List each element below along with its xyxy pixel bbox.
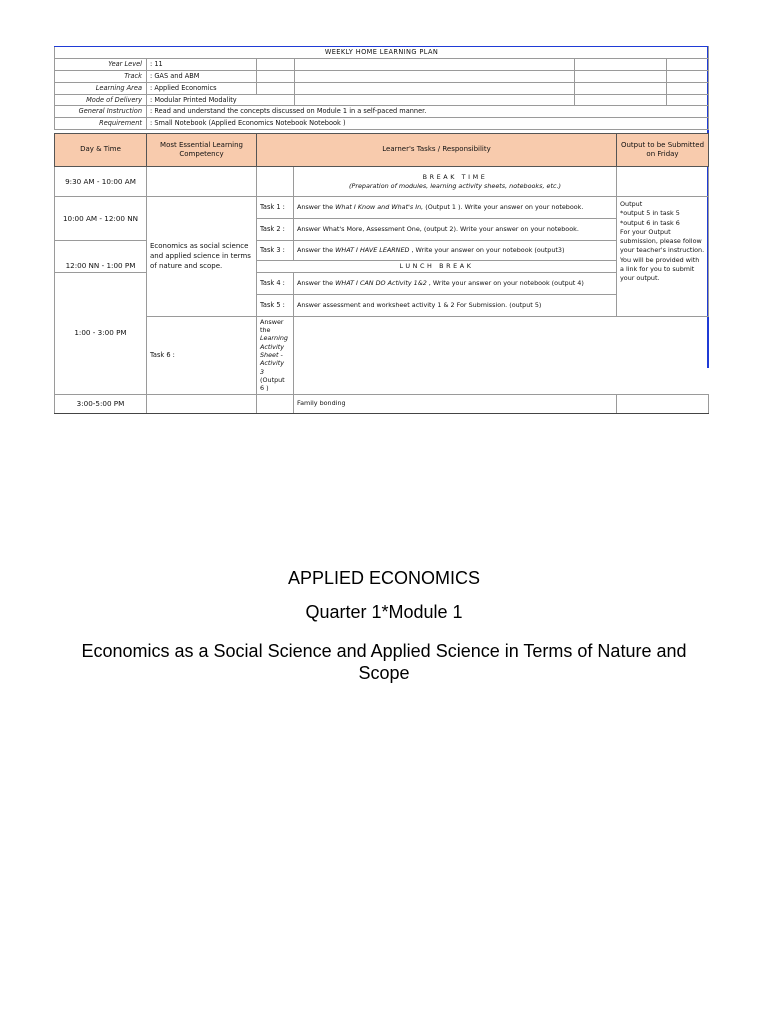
task-label: Task 5 : [257,294,294,316]
info-row [55,118,709,130]
lunch-break-label: LUNCH BREAK [257,261,617,273]
info-value: : Modular Printed Modality [147,94,295,106]
weekly-home-learning-plan-table [54,46,709,143]
task-row [55,316,709,394]
output-instructions: Output *output 5 in task 5 *output 6 in task 6 For your Output submission, please follow your teacher's instruction. You will be provided with a link for you to submit your output. [617,197,709,317]
info-label: Mode of Delivery [55,94,147,106]
task-text: Answer What's More, Assessment One, (output 2). Write your answer on your notebook. [294,219,617,241]
column-header-tasks: Learner's Tasks / Responsibility [257,134,617,167]
morning-time-slot: 10:00 AM - 12:00 NN [55,197,147,241]
info-row [55,94,709,106]
competency-text: Economics as social science and applied science in terms of nature and scope. [147,197,257,317]
afternoon-time-slot: 1:00 - 3:00 PM [55,272,147,394]
info-label: Requirement [55,118,147,130]
evening-activity: Family bonding [294,394,617,413]
task-label: Task 4 : [257,272,294,294]
task-text: Answer assessment and worksheet activity 1 & 2 For Submission. (output 5) [294,294,617,316]
lunch-time-slot: 12:00 NN - 1:00 PM [55,241,147,273]
column-header-competency: Most Essential Learning Competency [147,134,257,167]
info-value: : Read and understand the concepts discussed on Module 1 in a self-paced manner. [147,106,709,118]
column-header-day-time: Day & Time [55,134,147,167]
info-value: : GAS and ABM [147,70,257,82]
info-row [55,82,709,94]
break-cell [294,167,617,197]
column-header-output: Output to be Submitted on Friday [617,134,709,167]
task-text: Answer the What I Know and What's In, (Output 1 ). Write your answer on your notebook. [294,197,617,219]
info-label: General Instruction [55,106,147,118]
column-header-row [55,134,709,167]
task-label: Task 3 : [257,241,294,261]
break-subtext: (Preparation of modules, learning activity sheets, notebooks, etc.) [348,181,561,190]
break-label: BREAK TIME [422,172,488,181]
plan-title: WEEKLY HOME LEARNING PLAN [55,47,709,59]
task-row [55,197,709,219]
break-time-slot: 9:30 AM - 10:00 AM [55,167,147,197]
schedule-table [54,133,709,414]
task-text: Answer the WHAT I HAVE LEARNED , Write your answer on your notebook (output3) [294,241,617,261]
quarter-module-title: Quarter 1*Module 1 [305,602,463,622]
topic-title: Economics as a Social Science and Applied Science in Terms of Nature and Scope [81,641,687,683]
info-label: Track [55,70,147,82]
task-label: Task 2 : [257,219,294,241]
info-label: Learning Area [55,82,147,94]
evening-row [55,394,709,413]
info-row [55,106,709,118]
info-label: Year Level [55,58,147,70]
info-value: : Small Notebook (Applied Economics Notebook Notebook ) [147,118,709,130]
break-row [55,167,709,197]
info-row [55,70,709,82]
task-label: Task 6 : [147,316,257,394]
task-text: Answer the Learning Activity Sheet - Activity 3 (Output 6 ) [257,316,294,394]
info-value: : 11 [147,58,257,70]
task-text: Answer the WHAT I CAN DO Activity 1&2 , Write your answer on your notebook (output 4) [294,272,617,294]
task-label: Task 1 : [257,197,294,219]
info-value: : Applied Economics [147,82,257,94]
subject-title: APPLIED ECONOMICS [287,568,481,588]
evening-time-slot: 3:00-5:00 PM [55,394,147,413]
info-row [55,58,709,70]
